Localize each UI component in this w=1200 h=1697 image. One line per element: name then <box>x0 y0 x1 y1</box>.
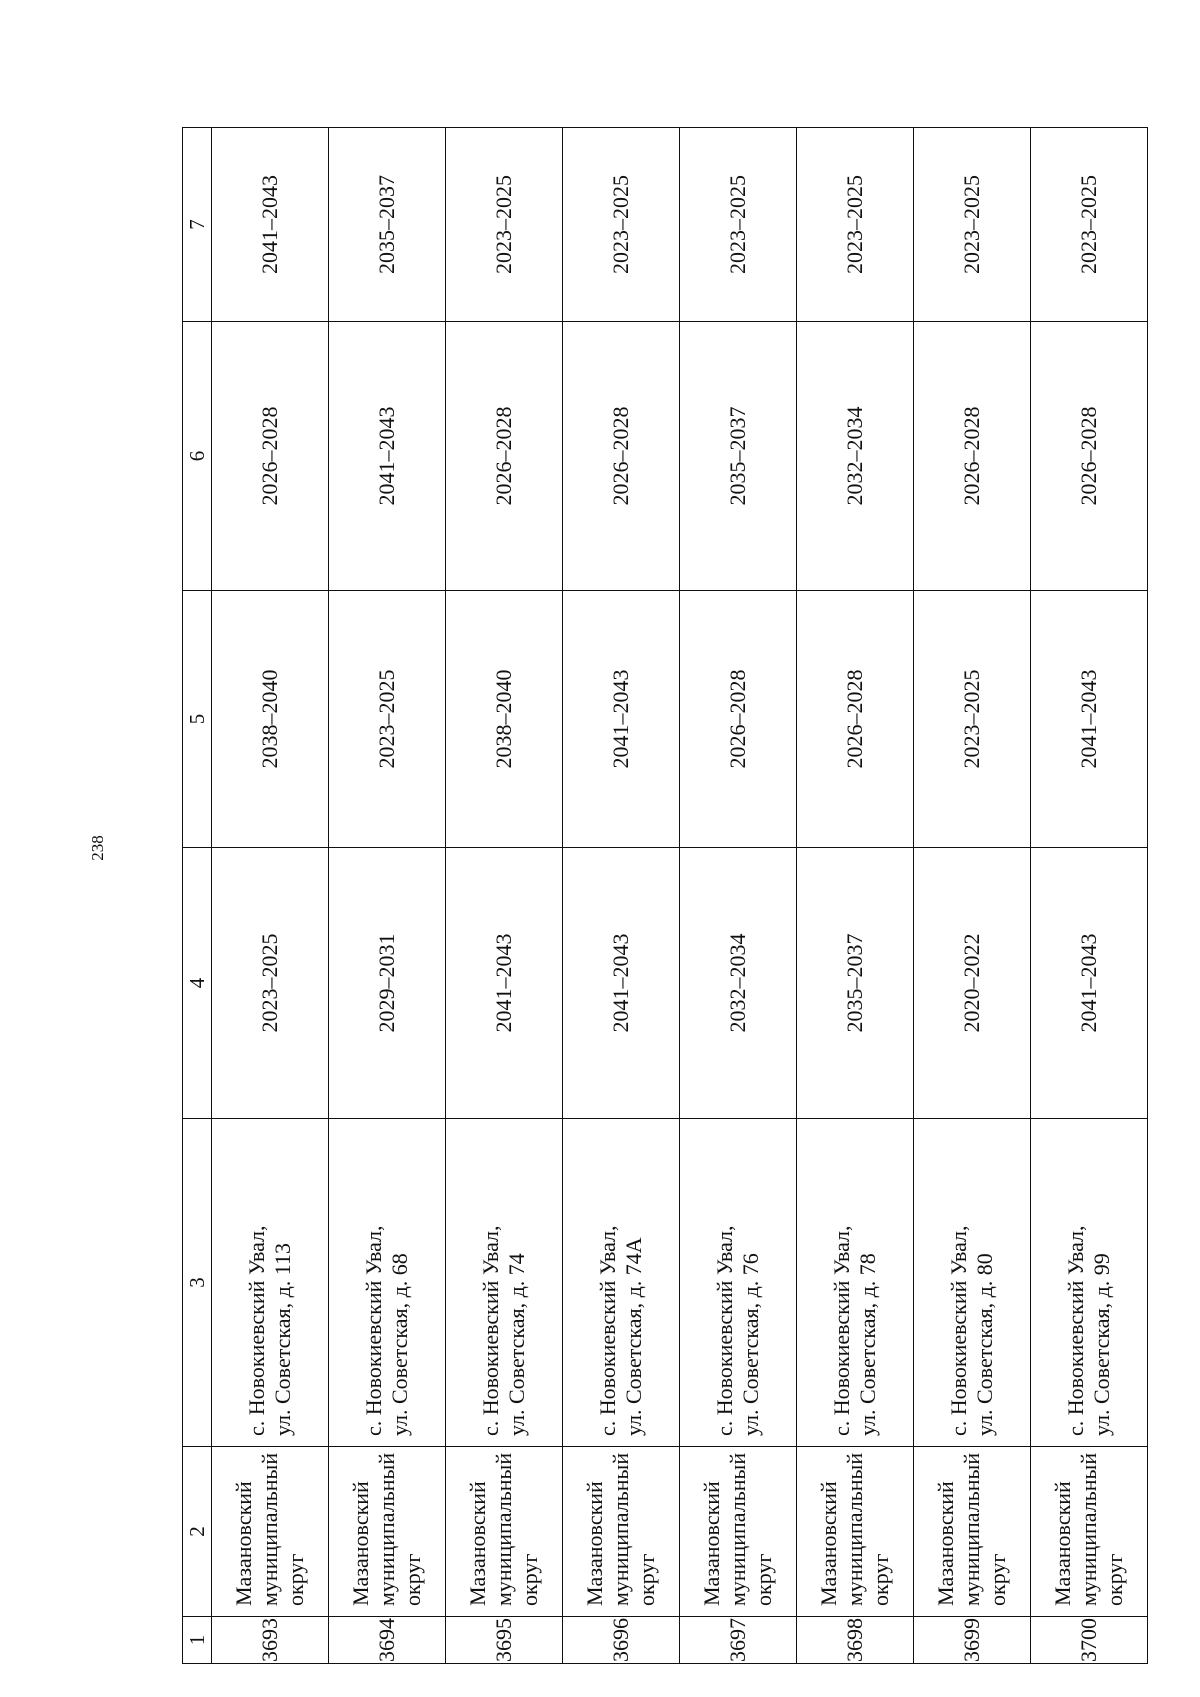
address-line: с. Новокиевский Увал, <box>946 1225 971 1436</box>
cell-col7: 2023–2025 <box>914 128 1031 322</box>
cell-col7: 2023–2025 <box>1031 128 1148 322</box>
district-line: муниципальный <box>491 1452 516 1606</box>
district-line: муниципальный <box>1076 1452 1101 1606</box>
district-line: округ <box>751 1553 776 1606</box>
district-line: округ <box>283 1553 308 1606</box>
district-line: муниципальный <box>608 1452 633 1606</box>
cell-address <box>1031 1119 1148 1447</box>
table-row <box>1031 128 1148 1664</box>
table-row <box>563 128 680 1664</box>
district-line: муниципальный <box>374 1452 399 1606</box>
cell-number: 3696 <box>563 1617 680 1664</box>
schedule-table <box>182 127 1148 1664</box>
table-row <box>797 128 914 1664</box>
district-line: округ <box>1102 1553 1127 1606</box>
cell-col6: 2035–2037 <box>680 322 797 591</box>
cell-col5: 2038–2040 <box>446 591 563 848</box>
cell-col7: 2023–2025 <box>446 128 563 322</box>
cell-number: 3695 <box>446 1617 563 1664</box>
address-line: с. Новокиевский Увал, <box>829 1225 854 1436</box>
cell-number: 3699 <box>914 1617 1031 1664</box>
cell-col7: 2023–2025 <box>797 128 914 322</box>
table-row <box>680 128 797 1664</box>
district-line: муниципальный <box>959 1452 984 1606</box>
district-line: Мазановский <box>933 1481 958 1606</box>
cell-col7: 2035–2037 <box>329 128 446 322</box>
cell-col4: 2032–2034 <box>680 848 797 1119</box>
header-col-2: 2 <box>183 1447 212 1617</box>
address-line: с. Новокиевский Увал, <box>244 1225 269 1436</box>
cell-district <box>446 1447 563 1617</box>
cell-address <box>563 1119 680 1447</box>
cell-col4: 2029–2031 <box>329 848 446 1119</box>
cell-col5: 2023–2025 <box>329 591 446 848</box>
cell-address <box>446 1119 563 1447</box>
cell-col6: 2041–2043 <box>329 322 446 591</box>
address-line: с. Новокиевский Увал, <box>595 1225 620 1436</box>
district-line: округ <box>400 1553 425 1606</box>
cell-col5: 2041–2043 <box>563 591 680 848</box>
address-line: ул. Советская, д. 78 <box>855 1253 880 1436</box>
cell-col6: 2026–2028 <box>212 322 329 591</box>
address-line: с. Новокиевский Увал, <box>361 1225 386 1436</box>
header-col-3: 3 <box>183 1119 212 1447</box>
address-line: ул. Советская, д. 76 <box>738 1253 763 1436</box>
district-line: Мазановский <box>231 1481 256 1606</box>
address-line: ул. Советская, д. 99 <box>1089 1253 1114 1436</box>
district-line: муниципальный <box>257 1452 282 1606</box>
header-col-5: 5 <box>183 591 212 848</box>
cell-col6: 2026–2028 <box>446 322 563 591</box>
cell-col4: 2023–2025 <box>212 848 329 1119</box>
address-line: с. Новокиевский Увал, <box>712 1225 737 1436</box>
address-line: с. Новокиевский Увал, <box>478 1225 503 1436</box>
cell-col7: 2041–2043 <box>212 128 329 322</box>
header-col-6: 6 <box>183 322 212 591</box>
header-col-1: 1 <box>183 1617 212 1664</box>
cell-col4: 2041–2043 <box>1031 848 1148 1119</box>
cell-col5: 2023–2025 <box>914 591 1031 848</box>
district-line: округ <box>868 1553 893 1606</box>
cell-district <box>797 1447 914 1617</box>
address-line: ул. Советская, д. 113 <box>270 1243 295 1436</box>
cell-col4: 2041–2043 <box>563 848 680 1119</box>
cell-address <box>914 1119 1031 1447</box>
district-line: Мазановский <box>582 1481 607 1606</box>
cell-col6: 2026–2028 <box>563 322 680 591</box>
cell-col7: 2023–2025 <box>680 128 797 322</box>
cell-district <box>680 1447 797 1617</box>
district-line: Мазановский <box>699 1481 724 1606</box>
cell-col6: 2026–2028 <box>914 322 1031 591</box>
address-line: с. Новокиевский Увал, <box>1063 1225 1088 1436</box>
table-row <box>914 128 1031 1664</box>
cell-col5: 2041–2043 <box>1031 591 1148 848</box>
cell-col5: 2026–2028 <box>797 591 914 848</box>
district-line: округ <box>517 1553 542 1606</box>
address-line: ул. Советская, д. 80 <box>972 1253 997 1436</box>
cell-address <box>212 1119 329 1447</box>
address-line: ул. Советская, д. 74А <box>621 1237 646 1436</box>
cell-col4: 2020–2022 <box>914 848 1031 1119</box>
page-number: 238 <box>88 835 107 861</box>
district-line: Мазановский <box>465 1481 490 1606</box>
cell-district <box>329 1447 446 1617</box>
table-row <box>446 128 563 1664</box>
cell-address <box>329 1119 446 1447</box>
header-col-7: 7 <box>183 128 212 322</box>
cell-col6: 2032–2034 <box>797 322 914 591</box>
cell-col4: 2041–2043 <box>446 848 563 1119</box>
district-line: Мазановский <box>816 1481 841 1606</box>
cell-district <box>212 1447 329 1617</box>
district-line: муниципальный <box>725 1452 750 1606</box>
table-row <box>212 128 329 1664</box>
district-line: муниципальный <box>842 1452 867 1606</box>
cell-col7: 2023–2025 <box>563 128 680 322</box>
cell-col4: 2035–2037 <box>797 848 914 1119</box>
address-line: ул. Советская, д. 74 <box>504 1253 529 1436</box>
table-row <box>329 128 446 1664</box>
cell-district <box>1031 1447 1148 1617</box>
cell-number: 3700 <box>1031 1617 1148 1664</box>
cell-district <box>914 1447 1031 1617</box>
cell-number: 3697 <box>680 1617 797 1664</box>
cell-number: 3698 <box>797 1617 914 1664</box>
address-line: ул. Советская, д. 68 <box>387 1253 412 1436</box>
table-header-row <box>183 128 212 1664</box>
district-line: Мазановский <box>348 1481 373 1606</box>
cell-col5: 2026–2028 <box>680 591 797 848</box>
cell-address <box>797 1119 914 1447</box>
district-line: округ <box>985 1553 1010 1606</box>
district-line: округ <box>634 1553 659 1606</box>
rotated-table-wrapper <box>182 128 1146 1664</box>
cell-district <box>563 1447 680 1617</box>
cell-col5: 2038–2040 <box>212 591 329 848</box>
cell-address <box>680 1119 797 1447</box>
district-line: Мазановский <box>1050 1481 1075 1606</box>
cell-col6: 2026–2028 <box>1031 322 1148 591</box>
cell-number: 3694 <box>329 1617 446 1664</box>
header-col-4: 4 <box>183 848 212 1119</box>
cell-number: 3693 <box>212 1617 329 1664</box>
